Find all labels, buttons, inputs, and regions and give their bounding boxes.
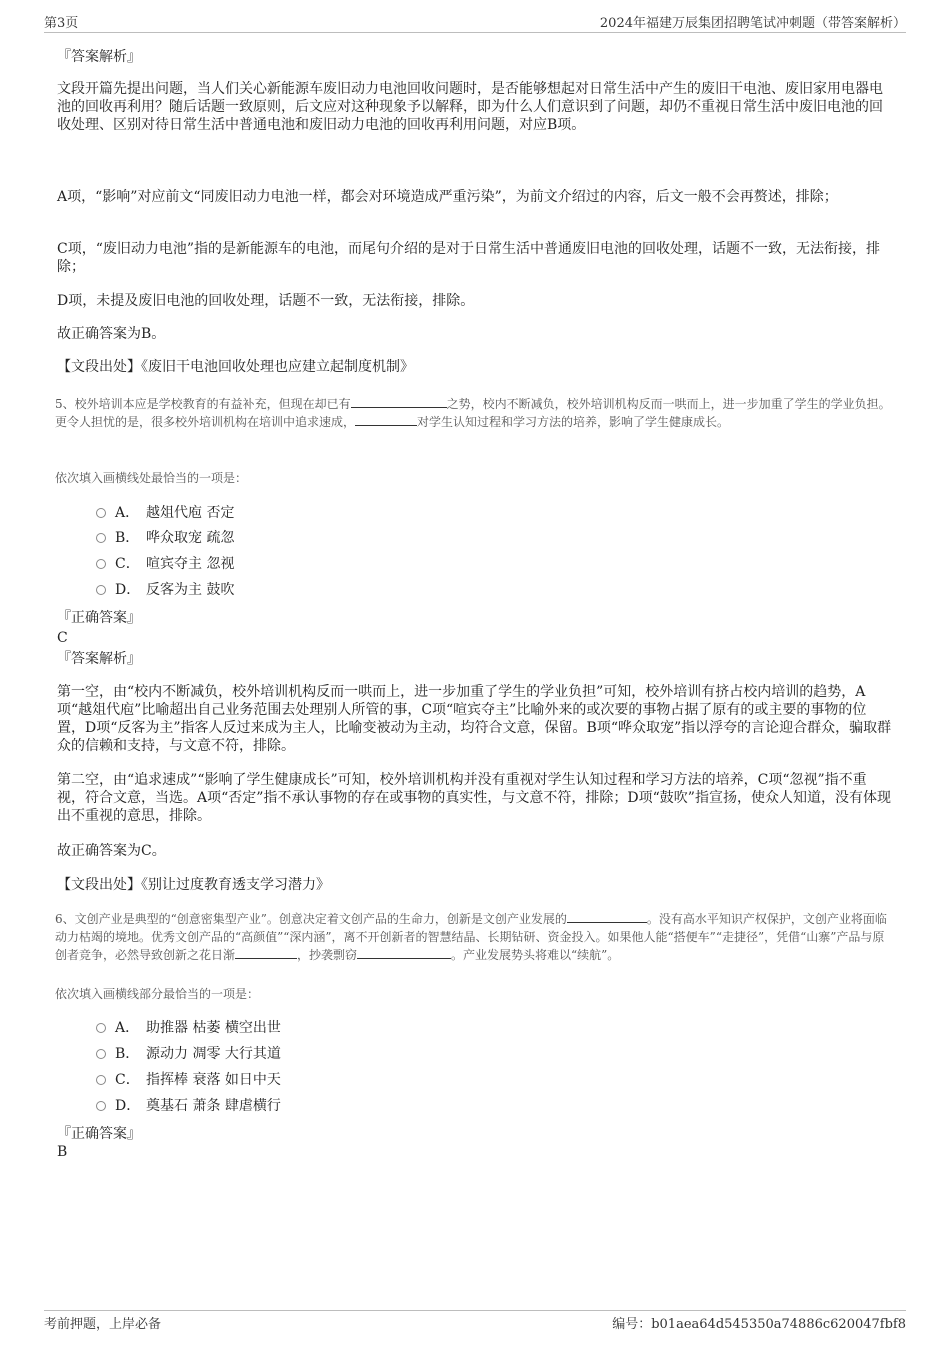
question-instruction: 依次填入画横线处最恰当的一项是： <box>55 471 248 485</box>
page-number: 第3页 <box>44 16 79 31</box>
conclusion: 故正确答案为C。 <box>57 843 166 859</box>
answer-blank <box>351 407 447 408</box>
radio-icon[interactable] <box>96 1049 106 1059</box>
analysis-paragraph: A项，“影响”对应前文“同废旧动力电池一样，都会对环境造成严重污染”，为前文介绍过的内容，后文一般不会再赘述，排除； <box>57 189 838 205</box>
page-header <box>44 12 906 32</box>
analysis-paragraph: 第二空，由“追求速成”“影响了学生健康成长”可知，校外培训机构并没有重视对学生认知过程和学习方法的培养，C项“忽视”指不重视，符合文意，当选。A项“否定”指不承认事物的存在或事物的真实性，与文意不符，排除；D项“鼓吹”指宣扬，使众人知道，没有体现出不重视的意思，排除。 <box>57 772 891 824</box>
analysis-label: 『答案解析』 <box>57 651 141 667</box>
radio-icon[interactable] <box>96 1023 106 1033</box>
option-b[interactable]: B． 源动力 凋零 大行其道 <box>96 1044 281 1064</box>
answer-label: 『正确答案』 <box>57 1126 141 1142</box>
answer-blank <box>567 922 647 923</box>
analysis-paragraph: 文段开篇先提出问题，当人们关心新能源车废旧动力电池回收问题时，是否能够想起对日常生活中产生的废旧干电池、废旧家用电器电池的回收再利用？随后话题一致原则，后文应对这种现象予以解释，即为什么人们意识到了问题，却仍不重视日常生活中废旧电池的回收处理、区别对待日常生活中普通电池和废旧动力电池的回收再利用问题，对应B项。 <box>57 81 883 133</box>
radio-icon[interactable] <box>96 559 106 569</box>
option-c[interactable]: C． 喧宾夺主 忽视 <box>96 554 234 574</box>
question-instruction: 依次填入画横线部分最恰当的一项是： <box>55 987 260 1001</box>
option-d[interactable]: D． 反客为主 鼓吹 <box>96 580 234 600</box>
question-stem: 5、校外培训本应是学校教育的有益补充，但现在却已有 之势，校内不断减负，校外培训机构反而一哄而上，进一步加重了学生的学业负担。更令人担忧的是，很多校外培训机构在培训中追求速成， 对学生认知过程和学习方法的培养，影响了学生健康成长。 <box>55 397 891 429</box>
conclusion: 故正确答案为B。 <box>57 326 166 342</box>
document-title: 2024年福建万辰集团招聘笔试冲刺题（带答案解析） <box>599 16 906 31</box>
header-divider <box>44 32 906 33</box>
document-code: 编号：b01aea64d545350a74886c620047fbf8 <box>612 1317 906 1332</box>
footer-divider <box>44 1310 906 1311</box>
analysis-paragraph: D项，未提及废旧电池的回收处理，话题不一致，无法衔接，排除。 <box>57 293 475 309</box>
answer-label: 『正确答案』 <box>57 610 141 626</box>
option-a[interactable]: A． 越俎代庖 否定 <box>96 503 234 523</box>
footer-slogan: 考前押题，上岸必备 <box>44 1317 162 1332</box>
analysis-paragraph: C项，“废旧动力电池”指的是新能源车的电池，而尾句介绍的是对于日常生活中普通废旧电池的回收处理，话题不一致，无法衔接，排除； <box>57 241 881 275</box>
option-b[interactable]: B． 哗众取宠 疏忽 <box>96 528 234 548</box>
analysis-paragraph: 第一空，由“校内不断减负，校外培训机构反而一哄而上，进一步加重了学生的学业负担”可知，校外培训有挤占校内培训的趋势，A项“越俎代庖”比喻超出自己业务范围去处理别人所管的事，C项“喧宾夺主”比喻外来的或次要的事物占据了原有的或主要的事物的位置，D项“反客为主”指客人反过来成为主人，比喻变被动为主动，均符合文意，保留。B项“哗众取宠”指以浮夸的言论迎合群众，骗取群众的信赖和支持，与文意不符，排除。 <box>57 684 892 754</box>
analysis-label: 『答案解析』 <box>57 49 141 65</box>
option-a[interactable]: A． 助推器 枯萎 横空出世 <box>96 1018 281 1038</box>
radio-icon[interactable] <box>96 585 106 595</box>
answer-blank <box>355 425 417 426</box>
option-c[interactable]: C． 指挥棒 衰落 如日中天 <box>96 1070 281 1090</box>
source-citation: 【文段出处】《别让过度教育透支学习潜力》 <box>57 877 330 893</box>
answer-blank <box>235 958 297 959</box>
correct-answer: C <box>57 630 68 646</box>
radio-icon[interactable] <box>96 533 106 543</box>
option-d[interactable]: D． 奠基石 萧条 肆虐横行 <box>96 1096 281 1116</box>
source-citation: 【文段出处】《废旧干电池回收处理也应建立起制度机制》 <box>57 359 414 375</box>
correct-answer: B <box>57 1144 68 1160</box>
radio-icon[interactable] <box>96 1101 106 1111</box>
answer-blank <box>357 958 451 959</box>
radio-icon[interactable] <box>96 1075 106 1085</box>
question-stem: 6、文创产业是典型的“创意密集型产业”。创意决定着文创产品的生命力，创新是文创产业发展的 。没有高水平知识产权保护，文创产业将面临动力枯竭的境地。优秀文创产品的“高颜值”“深内涵”，离不开创新者的智慧结晶、长期钻研、资金投入。如果他人能“搭便车”“走捷径”，凭借“山寨”产品与原创者竞争，必然导致创新之花日渐 ，抄袭剽窃 。产业发展势头将难以“续航”。 <box>55 912 887 962</box>
radio-icon[interactable] <box>96 508 106 518</box>
